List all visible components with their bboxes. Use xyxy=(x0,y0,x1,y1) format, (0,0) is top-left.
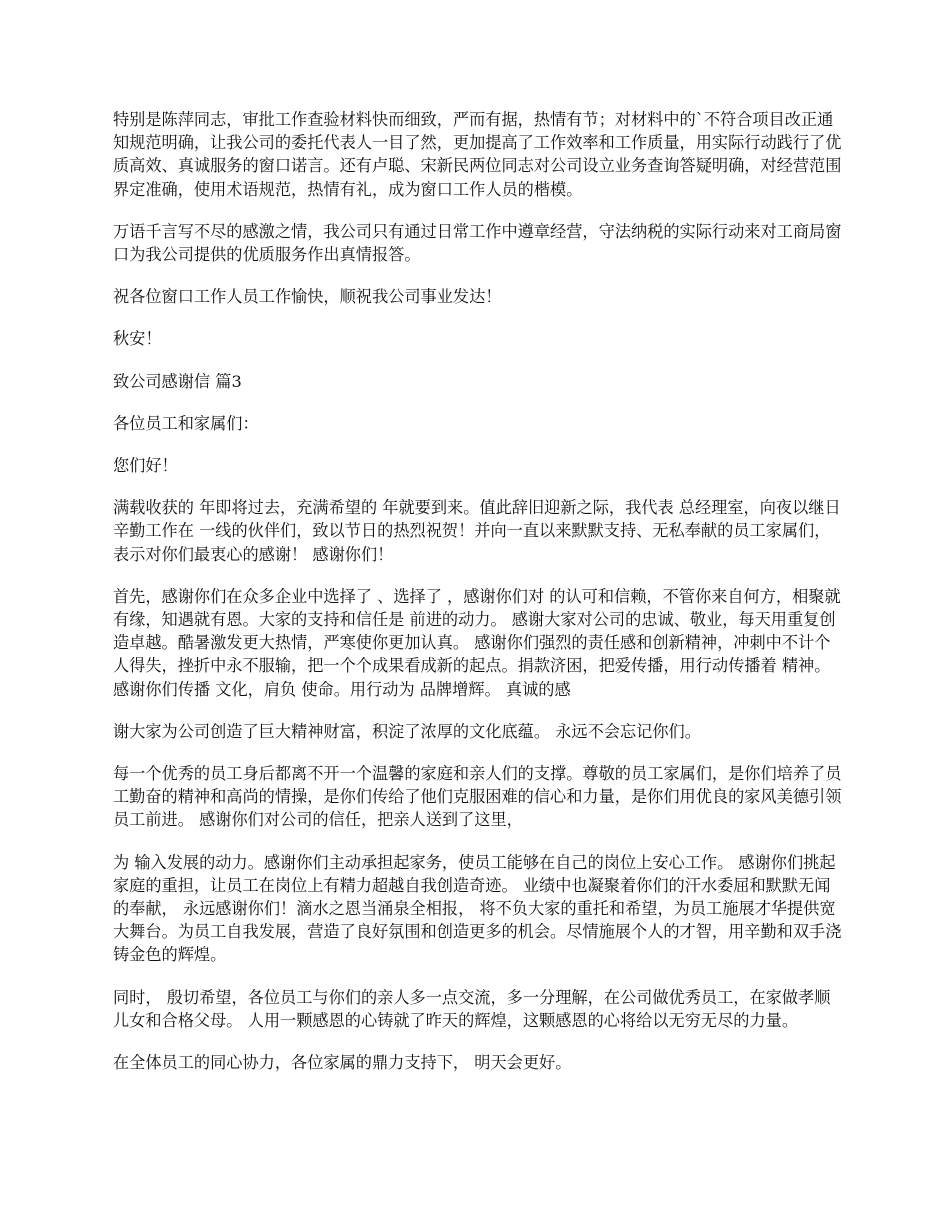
paragraph-2: 万语千言写不尽的感激之情，我公司只有通过日常工作中遵章经营，守法纳税的实际行动来对工商局窗口为我公司提供的优质服务作出真情报答。 xyxy=(113,221,842,265)
paragraph-13: 同时， 殷切希望，各位员工与你们的亲人多一点交流，多一分理解，在公司做优秀员工，在家做孝顺儿女和合格父母。 人用一颗感恩的心铸就了昨天的辉煌，这颗感恩的心将给以无穷无尽的力量。 xyxy=(113,987,831,1030)
greeting: 您们好！ xyxy=(113,456,178,476)
paragraph-3: 祝各位窗口工作人员工作愉快，顺祝我公司事业发达！ xyxy=(113,287,502,307)
paragraph-12: 为 输入发展的动力。感谢你们主动承担起家务，使员工能够在自己的岗位上安心工作。 感谢你们挑起家庭的重担，让员工在岗位上有精力超越自我创造奇迹。 业绩中也凝聚着你们的汗水委屈和默默无闻的奉献， 永远感谢你们！滴水之恩当涌泉全相报， 将不负大家的重托和希望，为员工施展才华提供宽大舞台。为员工自我发展，营造了良好氛围和创造更多的机会。尽情施展个人的才智，用辛勤和双手浇铸金色的辉煌。 xyxy=(113,852,842,965)
paragraph-11: 每一个优秀的员工身后都离不开一个温馨的家庭和亲人们的支撑。尊敬的员工家属们，是你们培养了员工勤奋的精神和高尚的情操，是你们传给了他们克服困难的信心和力量，是你们用优良的家风美德引领员工前进。 感谢你们对公司的信任，把亲人送到了这里， xyxy=(113,764,842,830)
paragraph-14: 在全体员工的同心协力，各位家属的鼎力支持下， 明天会更好。 xyxy=(113,1053,572,1073)
paragraph-10: 谢大家为公司创造了巨大精神财富，积淀了浓厚的文化底蕴。 永远不会忘记你们。 xyxy=(113,721,701,741)
section-heading: 致公司感谢信 篇3 xyxy=(113,371,242,391)
paragraph-9: 首先，感谢你们在众多企业中选择了 、选择了 ，感谢你们对 的认可和信赖，不管你来自何方，相聚就有缘，知遇就有恩。大家的支持和信任是 前进的动力。 感谢大家对公司的忠诚、敬业，每天用重复创造卓越。酷暑激发更大热情，严寒使你更加认真。 感谢你们强烈的责任感和创新精神，冲刺中不计个人得失，挫折中永不服输，把一个个成果看成新的起点。捐款济困，把爱传播，用行动传播着 精神。感谢你们传播 文化，肩负 使命。用行动为 品牌增辉。 真诚的感 xyxy=(113,586,841,699)
salutation: 各位员工和家属们： xyxy=(113,413,259,433)
paragraph-8: 满载收获的 年即将过去，充满希望的 年就要到来。值此辞旧迎新之际，我代表 总经理室，向夜以继日辛勤工作在 一线的伙伴们，致以节日的热烈祝贺！并向一直以来默默支持、无私奉献的员工家属们，表示对你们最衷心的感谢！ 感谢你们！ xyxy=(113,498,841,564)
document-body xyxy=(113,108,845,1093)
paragraph-1: 特别是陈萍同志，审批工作查验材料快而细致，严而有据，热情有节；对材料中的`不符合项目改正通知规范明确，让我公司的委托代表人一目了然，更加提高了工作效率和工作质量，用实际行动践行了优质高效、真诚服务的窗口诺言。还有卢聪、宋新民两位同志对公司设立业务查询答疑明确，对经营范围界定准确，使用术语规范，热情有礼，成为窗口工作人员的楷模。 xyxy=(113,110,842,199)
paragraph-4: 秋安！ xyxy=(113,329,162,349)
